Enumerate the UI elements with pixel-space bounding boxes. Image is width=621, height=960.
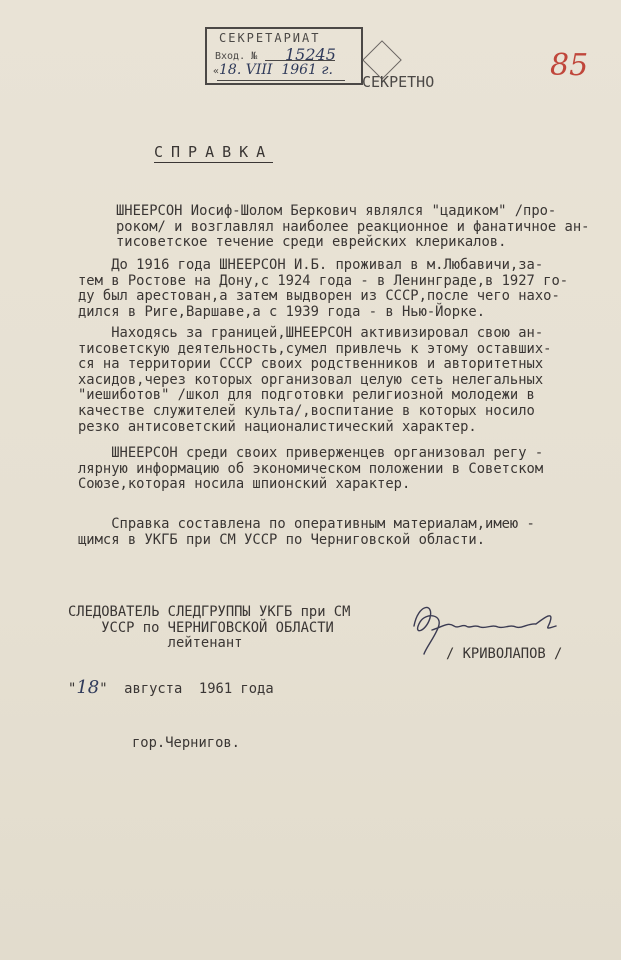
- paragraph-5: Справка составлена по оперативным материалам,имею - щимся в УКГБ при СМ УССР по Черниговской области.: [78, 516, 535, 548]
- stamp-vx-number: 15245: [285, 45, 336, 64]
- stamp-date-value: [219, 62, 333, 78]
- city-line: гор.Чернигов.: [132, 735, 240, 751]
- stamp-date-prefix: «: [213, 66, 220, 77]
- stamp-org: СЕКРЕТАРИАТ: [219, 31, 321, 45]
- stamp-date-line: [217, 80, 345, 81]
- signatory-title: СЛЕДОВАТЕЛЬ СЛЕДГРУППЫ УКГБ при СМ УССР по ЧЕРНИГОВСКОЙ ОБЛАСТИ лейтенант: [68, 604, 351, 652]
- page-number: 85: [550, 48, 589, 83]
- stamp-vx-label: Вход. №: [215, 51, 258, 62]
- date-day: 18: [76, 677, 100, 698]
- classification-label: СЕКРЕТНО: [362, 73, 435, 91]
- paragraph-2: До 1916 года ШНЕЕРСОН И.Б. проживал в м.Любавичи,за- тем в Ростове на Дону,с 1924 года - в Ленинграде,в 1927 го- ду был арестован,а затем выдворен из СССР,после чего нахо- дился в Риге,Варшаве,а с 1939 года - в Нью-Йорке.: [78, 257, 569, 320]
- date-rest: августа 1961 года: [107, 681, 274, 697]
- stamp-date: 18. VIII: [219, 62, 273, 78]
- paragraph-4: ШНЕЕРСОН среди своих приверженцев организовал регу - лярную информацию об экономическом положении в Советском Союзе,которая носила шпионский характер.: [78, 445, 544, 493]
- signer-name: / КРИВОЛАПОВ /: [446, 646, 563, 662]
- paragraph-1: ШНЕЕРСОН Иосиф-Шолом Беркович являлся "цадиком" /про- роком/ и возглавлял наиболее реакционное и фанатичное ан- тисоветское течение среди еврейских клерикалов.: [116, 203, 590, 251]
- document-title: СПРАВКА: [154, 143, 274, 161]
- document-date: [68, 677, 274, 698]
- paragraph-3: Находясь за границей,ШНЕЕРСОН активизировал свою ан- тисоветскую деятельность,сумел привлечь к этому оставших- ся на территории СССР своих родственников и авторитетных хасидов,через которых организовал целую сеть нелегальных "иешиботов" /школ для подготовки религиозной молодежи в качестве служителей культа/,воспитание в которых носило резко антисоветский националистический характер.: [78, 325, 552, 435]
- stamp-year: 1961 г.: [281, 62, 333, 78]
- date-close-quote: ": [99, 681, 108, 697]
- date-open-quote: ": [68, 681, 77, 697]
- registration-stamp: [205, 27, 363, 85]
